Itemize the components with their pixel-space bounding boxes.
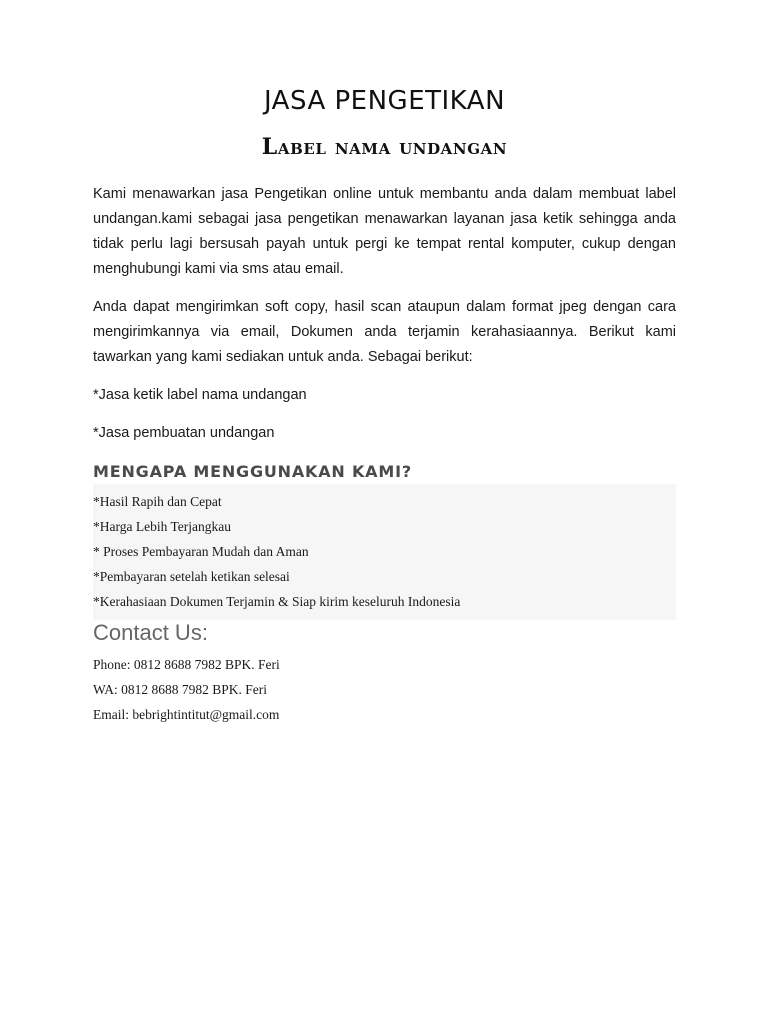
details-paragraph: Anda dapat mengirimkan soft copy, hasil scan ataupun dalam format jpeg dengan cara mengirimkannya via email, Dokumen anda terjamin kerahasiaannya. Berikut kami tawarkan yang kami sediakan untuk anda. Sebagai berikut: <box>93 299 676 365</box>
why-us-heading: MENGAPA MENGGUNAKAN KAMI? <box>93 462 412 481</box>
service-item-label: *Jasa ketik label nama undangan <box>93 387 307 403</box>
list-item: *Hasil Rapih dan Cepat <box>93 494 222 509</box>
contact-list <box>93 652 280 727</box>
list-item: *Pembayaran setelah ketikan selesai <box>93 569 290 584</box>
list-item: *Harga Lebih Terjangkau <box>93 519 232 534</box>
list-item: *Kerahasiaan Dokumen Terjamin & Siap kirim keseluruh Indonesia <box>93 594 461 609</box>
intro-paragraph: Kami menawarkan jasa Pengetikan online untuk membantu anda dalam membuat label undangan.kami sebagai jasa pengetikan menawarkan layanan jasa ketik sehingga anda tidak perlu lagi bersusah payah untuk pergi ke tempat rental komputer, cukup dengan menghubungi kami via sms atau email. <box>93 186 676 277</box>
contact-phone: Phone: 0812 8688 7982 BPK. Feri <box>93 657 280 672</box>
why-us-list <box>93 489 460 614</box>
document-title: JASA PENGETIKAN <box>263 86 506 116</box>
contact-email: Email: bebrightintitut@gmail.com <box>93 707 280 722</box>
contact-whatsapp: WA: 0812 8688 7982 BPK. Feri <box>93 682 268 697</box>
contact-heading: Contact Us: <box>93 620 208 645</box>
document-subtitle: Label nama undangan <box>261 134 508 160</box>
service-item-invitation: *Jasa pembuatan undangan <box>93 425 275 441</box>
list-item: * Proses Pembayaran Mudah dan Aman <box>93 544 309 559</box>
